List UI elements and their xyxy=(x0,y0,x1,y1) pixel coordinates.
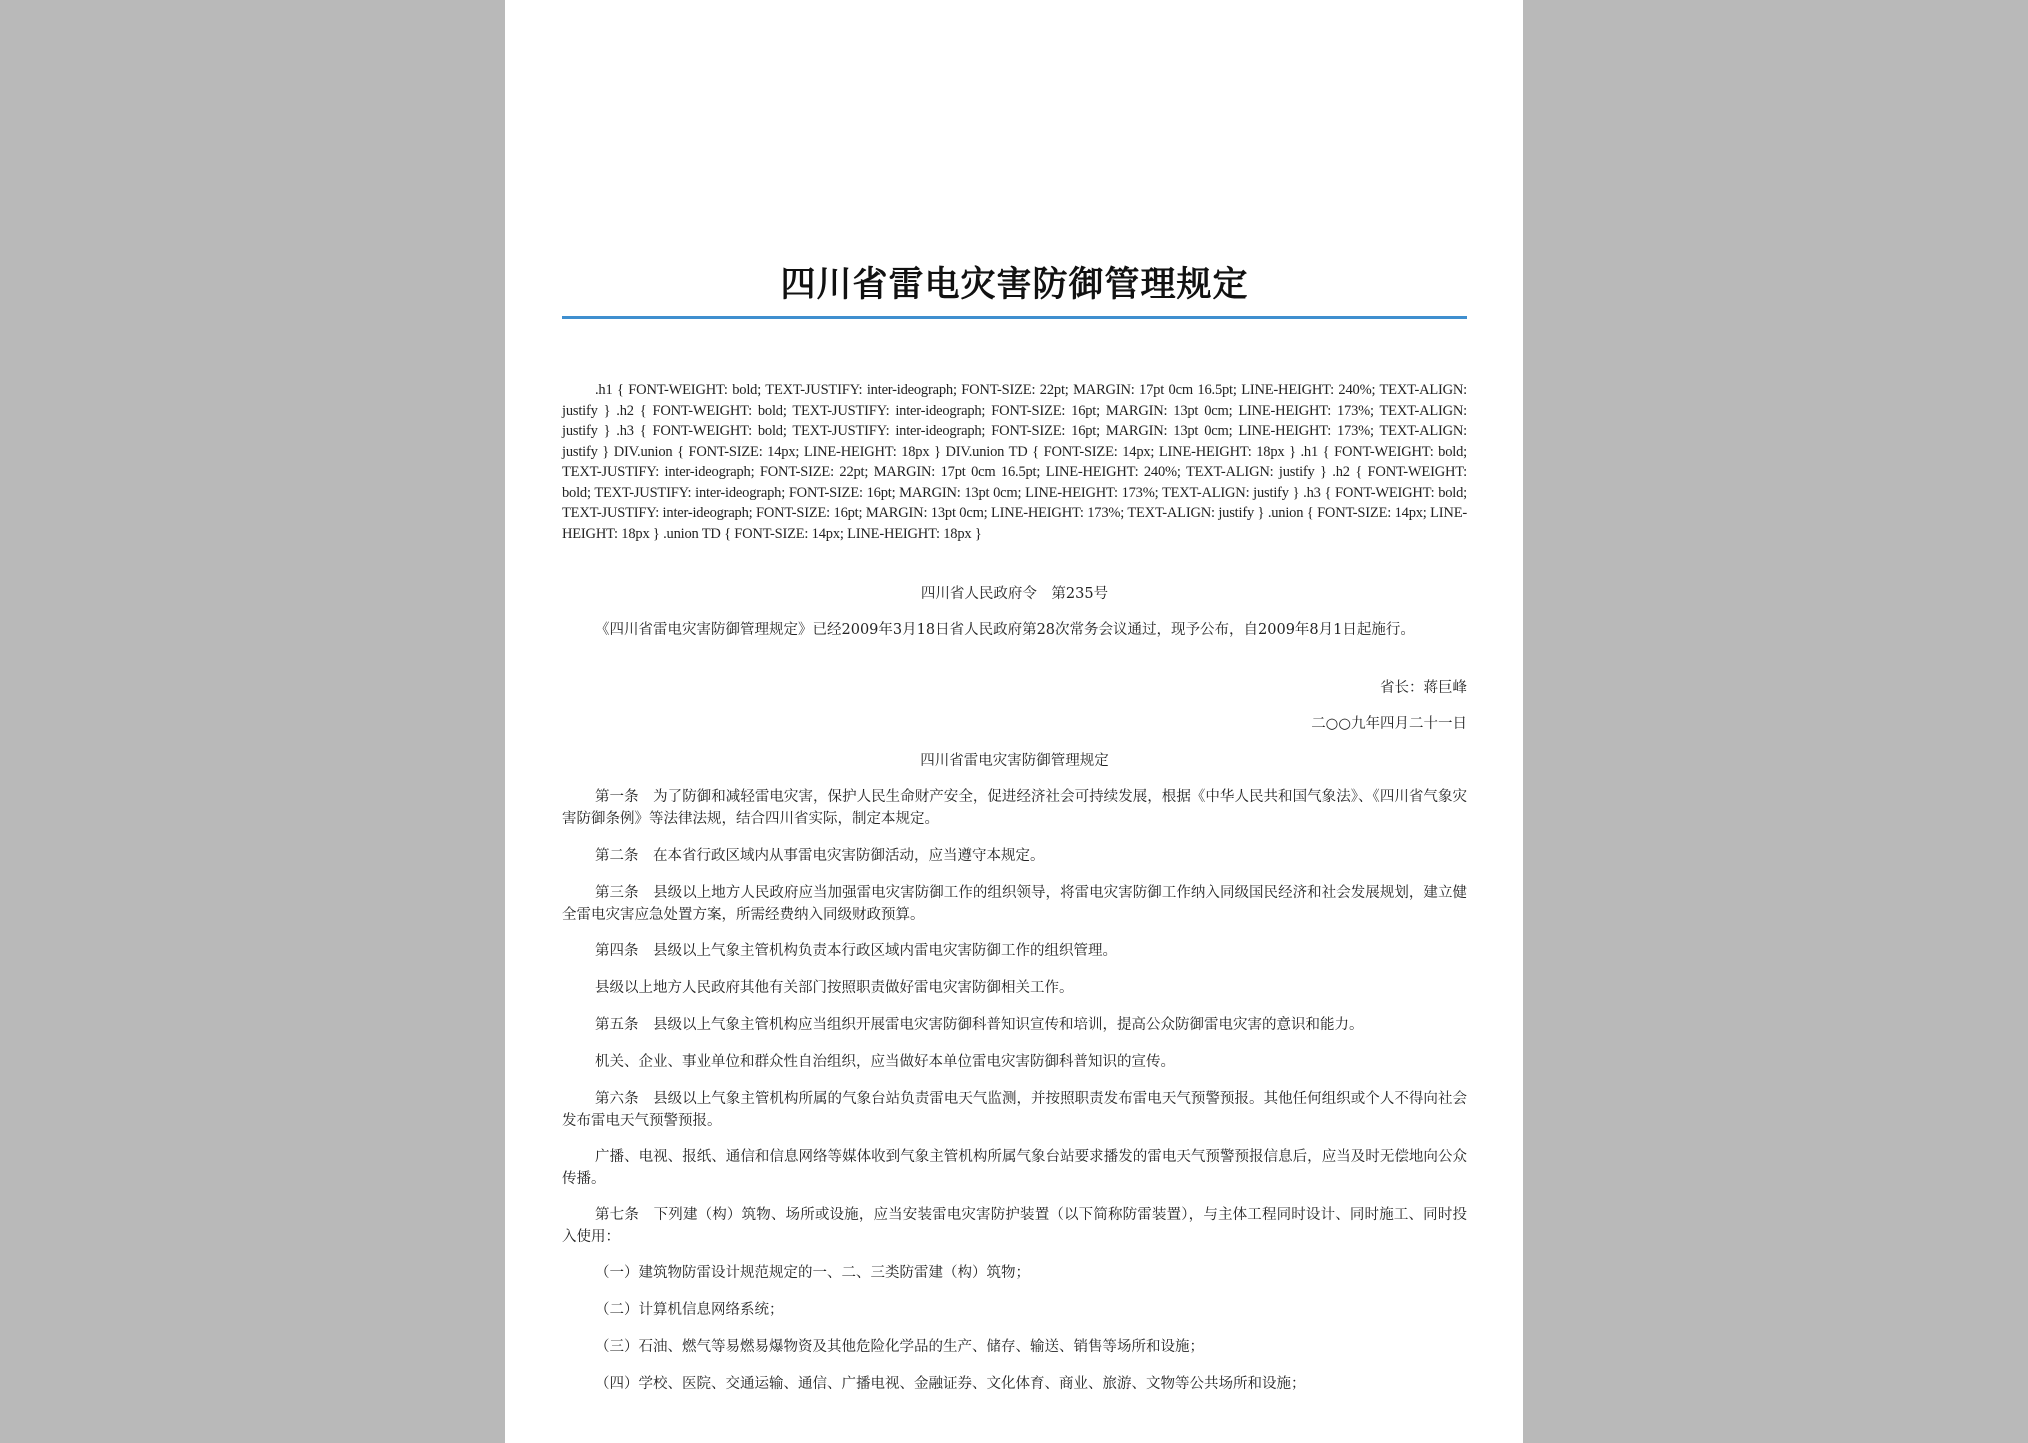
promulgation-paragraph: 《四川省雷电灾害防御管理规定》已经2009年3月18日省人民政府第28次常务会议通过，现予公布，自2009年8月1日起施行。 xyxy=(595,622,1415,638)
article-3: 第三条 县级以上地方人民政府应当加强雷电灾害防御工作的组织领导，将雷电灾害防御工作纳入同级国民经济和社会发展规划，建立健全雷电灾害应急处置方案，所需经费纳入同级财政预算。 xyxy=(562,885,1467,923)
article-5: 第五条 县级以上气象主管机构应当组织开展雷电灾害防御科普知识宣传和培训，提高公众防御雷电灾害的意识和能力。 xyxy=(595,1017,1364,1033)
document-page xyxy=(505,0,1523,1443)
css-text-paragraph: .h1 { FONT-WEIGHT: bold; TEXT-JUSTIFY: inter-ideograph; FONT-SIZE: 22pt; MARGIN: 17pt 0cm 16.5pt; LINE-HEIGHT: 240%; TEXT-ALIGN: justify } .h2 { FONT-WEIGHT: bold; TEXT-JUSTIFY: inter-ideograph; FONT-SIZE: 16pt; MARGIN: 13pt 0cm; LINE-HEIGHT: 173%; TEXT-ALIGN: justify } .h3 { FONT-WEIGHT: bold; TEXT-JUSTIFY: inter-ideograph; FONT-SIZE: 16pt; MARGIN: 13pt 0cm; LINE-HEIGHT: 173%; TEXT-ALIGN: justify } DIV.union { FONT-SIZE: 14px; LINE-HEIGHT: 18px } DIV.union TD { FONT-SIZE: 14px; LINE-HEIGHT: 18px } .h1 { FONT-WEIGHT: bold; TEXT-JUSTIFY: inter-ideograph; FONT-SIZE: 22pt; MARGIN: 17pt 0cm 16.5pt; LINE-HEIGHT: 240%; TEXT-ALIGN: justify } .h2 { FONT-WEIGHT: bold; TEXT-JUSTIFY: inter-ideograph; FONT-SIZE: 16pt; MARGIN: 13pt 0cm; LINE-HEIGHT: 173%; TEXT-ALIGN: justify } .h3 { FONT-WEIGHT: bold; TEXT-JUSTIFY: inter-ideograph; FONT-SIZE: 16pt; MARGIN: 13pt 0cm; LINE-HEIGHT: 173%; TEXT-ALIGN: justify } .union { FONT-SIZE: 14px; LINE-HEIGHT: 18px } .union TD { FONT-SIZE: 14px; LINE-HEIGHT: 18px } xyxy=(562,382,1467,542)
article-2: 第二条 在本省行政区域内从事雷电灾害防御活动，应当遵守本规定。 xyxy=(595,848,1045,864)
article-5-paragraph-2: 机关、企业、事业单位和群众性自治组织，应当做好本单位雷电灾害防御科普知识的宣传。 xyxy=(595,1054,1175,1070)
article-4-paragraph-2: 县级以上地方人民政府其他有关部门按照职责做好雷电灾害防御相关工作。 xyxy=(595,980,1074,996)
article-1: 第一条 为了防御和减轻雷电灾害，保护人民生命财产安全，促进经济社会可持续发展，根据《中华人民共和国气象法》、《四川省气象灾害防御条例》等法律法规，结合四川省实际，制定本规定。 xyxy=(562,789,1467,827)
article-4: 第四条 县级以上气象主管机构负责本行政区域内雷电灾害防御工作的组织管理。 xyxy=(595,943,1117,959)
title-underline xyxy=(562,316,1467,319)
decree-number: 四川省人民政府令 第235号 xyxy=(920,586,1109,602)
article-7-item-4: （四）学校、医院、交通运输、通信、广播电视、金融证券、文化体育、商业、旅游、文物等公共场所和设施； xyxy=(595,1376,1306,1392)
article-6: 第六条 县级以上气象主管机构所属的气象台站负责雷电天气监测，并按照职责发布雷电天气预警预报。其他任何组织或个人不得向社会发布雷电天气预警预报。 xyxy=(562,1091,1467,1129)
article-7-item-3: （三）石油、燃气等易燃易爆物资及其他危险化学品的生产、储存、输送、销售等场所和设施； xyxy=(595,1339,1204,1355)
document-title: 四川省雷电灾害防御管理规定 xyxy=(780,264,1249,305)
article-6-paragraph-2: 广播、电视、报纸、通信和信息网络等媒体收到气象主管机构所属气象台站要求播发的雷电天气预警预报信息后，应当及时无偿地向公众传播。 xyxy=(562,1149,1467,1187)
signer: 省长：蒋巨峰 xyxy=(1380,680,1467,696)
signing-date: 二○○九年四月二十一日 xyxy=(1311,716,1467,732)
article-7-item-1: （一）建筑物防雷设计规范规定的一、二、三类防雷建（构）筑物； xyxy=(595,1265,1030,1281)
article-7: 第七条 下列建（构）筑物、场所或设施，应当安装雷电灾害防护装置（以下简称防雷装置），与主体工程同时设计、同时施工、同时投入使用： xyxy=(562,1207,1467,1245)
article-7-item-2: （二）计算机信息网络系统； xyxy=(595,1302,784,1318)
regulation-subtitle: 四川省雷电灾害防御管理规定 xyxy=(920,753,1109,769)
